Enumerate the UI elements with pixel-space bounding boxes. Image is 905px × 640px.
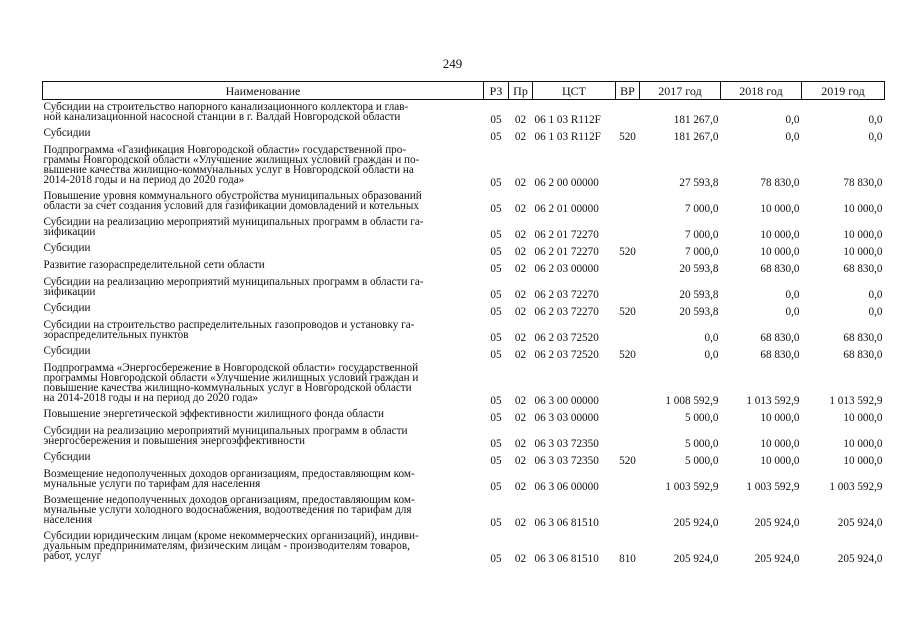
row-name-line: Субсидии	[43, 241, 91, 254]
row-2019: 68 830,0	[843, 348, 883, 361]
row-name-line: Возмещение недополученных доходов организациям, предоставляющим ком-	[43, 467, 415, 480]
row-name-line: Подпрограмма «Энергосбережение в Новгородской области» государственной	[43, 361, 419, 374]
row-rz: 05	[490, 411, 502, 424]
row-pr: 02	[514, 480, 527, 493]
row-rz: 05	[490, 437, 502, 450]
row-name-line: Субсидии на реализацию мероприятий муниципальных программ в области	[43, 424, 408, 437]
row-vr	[616, 189, 640, 215]
row-rz: 05	[490, 228, 502, 241]
row-cst: 06 2 01 00000	[534, 202, 599, 215]
row-name	[43, 126, 484, 143]
row-2018: 68 830,0	[760, 331, 800, 344]
row-rz: 05	[490, 348, 502, 361]
table-body	[43, 100, 885, 565]
row-rz: 05	[490, 288, 502, 301]
row-name	[43, 189, 484, 215]
row-name-line: Субсидии на строительство распределительных газопроводов и установку га-	[43, 318, 415, 331]
row-2018: 10 000,0	[760, 454, 800, 467]
row-name	[43, 301, 484, 318]
row-pr: 02	[514, 288, 527, 301]
row-rz: 05	[490, 394, 502, 407]
row-name	[43, 275, 484, 301]
row-name-line: населения	[43, 513, 93, 526]
table-row	[43, 493, 885, 529]
row-2018: 10 000,0	[760, 437, 800, 450]
row-2017: 1 003 592,9	[665, 480, 719, 493]
row-pr: 02	[514, 262, 527, 275]
row-2019: 0,0	[868, 113, 883, 126]
row-2017: 205 924,0	[673, 516, 719, 529]
row-name	[43, 529, 484, 565]
row-2019: 10 000,0	[843, 245, 883, 258]
row-2017: 5 000,0	[684, 437, 719, 450]
row-name	[43, 258, 484, 275]
row-2017: 181 267,0	[673, 130, 719, 143]
row-name-line: Развитие газораспределительной сети области	[43, 258, 265, 271]
row-cst: 06 3 06 81510	[534, 516, 599, 529]
table-row	[43, 100, 885, 126]
row-name	[43, 361, 484, 407]
row-cst: 06 3 03 72350	[534, 437, 599, 450]
row-cst: 06 2 03 72520	[534, 348, 599, 361]
row-2017: 5 000,0	[684, 411, 719, 424]
table-row	[43, 318, 885, 344]
row-2018: 0,0	[785, 113, 800, 126]
row-cst: 06 3 06 00000	[534, 480, 599, 493]
row-cst: 06 1 03 R112F	[534, 130, 601, 143]
row-name	[43, 344, 484, 361]
row-name-line: Субсидии на реализацию мероприятий муниципальных программ в области га-	[43, 215, 424, 228]
table-row	[43, 215, 885, 241]
row-2018: 10 000,0	[760, 245, 800, 258]
header-2017: 2017 год	[640, 82, 721, 100]
row-2019: 10 000,0	[843, 454, 883, 467]
row-cst: 06 2 03 72270	[534, 305, 599, 318]
row-pr: 02	[514, 113, 527, 126]
row-name-line: работ, услуг	[43, 549, 102, 562]
row-vr	[616, 100, 640, 126]
row-rz: 05	[490, 552, 502, 565]
row-cst: 06 3 03 72350	[534, 454, 599, 467]
row-vr: 520	[619, 245, 636, 258]
row-cst: 06 3 00 00000	[534, 394, 599, 407]
row-name	[43, 493, 484, 529]
row-name-line: повышение качества жилищно-коммунальных услуг в Новгородской области	[43, 381, 412, 394]
row-2017: 181 267,0	[673, 113, 719, 126]
row-cst: 06 2 00 00000	[534, 176, 599, 189]
row-rz: 05	[490, 516, 502, 529]
row-vr	[616, 143, 640, 189]
row-name	[43, 424, 484, 450]
row-name-line: Субсидии на реализацию мероприятий муниципальных программ в области га-	[43, 275, 424, 288]
row-name-line: мунальные услуги холодного водоснабжения, водоотведения по тарифам для	[43, 503, 412, 516]
row-name-line: граммы Новгородской области «Улучшение жилищных условий граждан и по-	[43, 153, 420, 166]
row-vr: 520	[619, 348, 636, 361]
table-row	[43, 189, 885, 215]
row-2019: 0,0	[868, 305, 883, 318]
row-rz: 05	[490, 113, 502, 126]
row-pr: 02	[514, 130, 527, 143]
budget-table	[42, 81, 885, 565]
row-name-line: на 2014-2018 годы и на период до 2020 года»	[43, 391, 259, 404]
row-vr: 520	[619, 130, 636, 143]
row-vr	[616, 215, 640, 241]
table-row	[43, 301, 885, 318]
row-name-line: 2014-2018 годы и на период до 2020 года»	[43, 173, 245, 186]
row-cst: 06 3 03 00000	[534, 411, 599, 424]
row-rz: 05	[490, 480, 502, 493]
row-name-line: Субсидии	[43, 450, 91, 463]
table-row	[43, 467, 885, 493]
row-2017: 1 008 592,9	[665, 394, 719, 407]
row-vr	[616, 318, 640, 344]
row-rz: 05	[490, 202, 502, 215]
row-name	[43, 450, 484, 467]
row-name-line: ной канализационной насосной станции в г. Валдай Новгородской области	[43, 111, 401, 123]
header-cst: ЦСТ	[533, 82, 616, 100]
row-cst: 06 1 03 R112F	[534, 113, 601, 126]
row-cst: 06 3 06 81510	[534, 552, 599, 565]
header-2019: 2019 год	[802, 82, 885, 100]
row-rz: 05	[490, 454, 502, 467]
row-rz: 05	[490, 262, 502, 275]
row-2018: 10 000,0	[760, 202, 800, 215]
table-row	[43, 241, 885, 258]
row-vr: 520	[619, 305, 636, 318]
row-vr	[616, 361, 640, 407]
row-rz: 05	[490, 130, 502, 143]
row-vr	[616, 424, 640, 450]
row-name-line: энергосбережения и повышения энергоэффективности	[43, 434, 305, 447]
row-2017: 0,0	[704, 348, 719, 361]
row-vr	[616, 467, 640, 493]
row-2019: 205 924,0	[837, 516, 883, 529]
row-name	[43, 241, 484, 258]
row-pr: 02	[514, 552, 527, 565]
row-pr: 02	[514, 245, 527, 258]
table-row	[43, 450, 885, 467]
row-name-line: мунальные услуги по тарифам для населения	[43, 477, 261, 490]
row-2019: 205 924,0	[837, 552, 883, 565]
row-2018: 205 924,0	[754, 516, 800, 529]
row-pr: 02	[514, 437, 527, 450]
header-2018: 2018 год	[721, 82, 802, 100]
row-rz: 05	[490, 245, 502, 258]
row-2019: 78 830,0	[843, 176, 883, 189]
row-pr: 02	[514, 348, 527, 361]
row-pr: 02	[514, 331, 527, 344]
row-pr: 02	[514, 411, 527, 424]
row-cst: 06 2 03 72520	[534, 331, 599, 344]
row-2018: 0,0	[785, 288, 800, 301]
row-rz: 05	[490, 305, 502, 318]
row-pr: 02	[514, 516, 527, 529]
row-name-line: Субсидии	[43, 344, 91, 357]
row-2018: 1 013 592,9	[746, 394, 800, 407]
row-2018: 1 003 592,9	[746, 480, 800, 493]
row-cst: 06 2 03 00000	[534, 262, 599, 275]
row-2017: 5 000,0	[684, 454, 719, 467]
row-2019: 68 830,0	[843, 331, 883, 344]
row-name-line: Субсидии юридическим лицам (кроме некоммерческих организаций), индиви-	[43, 529, 419, 542]
header-rz: РЗ	[484, 82, 509, 100]
header-pr: Пр	[509, 82, 533, 100]
row-2017: 205 924,0	[673, 552, 719, 565]
row-2017: 20 593,8	[679, 288, 719, 301]
row-2019: 1 003 592,9	[829, 480, 883, 493]
row-2017: 7 000,0	[684, 228, 719, 241]
row-pr: 02	[514, 394, 527, 407]
row-name-line: Повышение энергетической эффективности жилищного фонда области	[43, 407, 384, 420]
row-2019: 10 000,0	[843, 228, 883, 241]
table-header-row	[43, 82, 885, 100]
row-2019: 0,0	[868, 288, 883, 301]
row-name	[43, 100, 484, 126]
table-row	[43, 126, 885, 143]
row-name	[43, 215, 484, 241]
row-2018: 68 830,0	[760, 348, 800, 361]
row-cst: 06 2 01 72270	[534, 228, 599, 241]
header-name: Наименование	[43, 82, 484, 100]
table-row	[43, 275, 885, 301]
row-name-line: вышение качества жилищно-коммунальных услуг в Новгородской области на	[43, 163, 414, 176]
row-name-line: Подпрограмма «Газификация Новгородской области» государственной про-	[43, 143, 407, 156]
row-2017: 27 593,8	[679, 176, 719, 189]
row-vr	[616, 407, 640, 424]
row-2018: 205 924,0	[754, 552, 800, 565]
row-name-line: Повышение уровня коммунального обустройства муниципальных образований	[43, 189, 422, 202]
row-name-line: программы Новгородской области «Улучшение жилищных условий граждан и	[43, 371, 419, 384]
row-pr: 02	[514, 228, 527, 241]
row-name-line: области за счет создания условий для газификации домовладений и котельных	[43, 199, 420, 212]
header-vr: ВР	[616, 82, 640, 100]
row-vr	[616, 258, 640, 275]
row-2019: 68 830,0	[843, 262, 883, 275]
row-2017: 20 593,8	[679, 305, 719, 318]
row-vr	[616, 275, 640, 301]
row-2018: 78 830,0	[760, 176, 800, 189]
row-rz: 05	[490, 176, 502, 189]
table-row	[43, 407, 885, 424]
row-vr: 520	[619, 454, 636, 467]
row-2017: 7 000,0	[684, 202, 719, 215]
row-pr: 02	[514, 454, 527, 467]
row-name	[43, 318, 484, 344]
row-name-line: зификации	[43, 285, 96, 298]
row-2017: 7 000,0	[684, 245, 719, 258]
row-name-line: зификации	[43, 225, 96, 238]
row-vr: 810	[619, 552, 636, 565]
row-2019: 10 000,0	[843, 202, 883, 215]
table-row	[43, 424, 885, 450]
table-row	[43, 361, 885, 407]
page-number: 249	[442, 56, 463, 71]
row-name	[43, 143, 484, 189]
row-2018: 10 000,0	[760, 411, 800, 424]
row-cst: 06 2 03 72270	[534, 288, 599, 301]
table-row	[43, 258, 885, 275]
row-2018: 0,0	[785, 130, 800, 143]
row-name-line: Субсидии	[43, 301, 91, 314]
row-name	[43, 467, 484, 493]
row-2019: 10 000,0	[843, 411, 883, 424]
row-name-line: дуальным предпринимателям, физическим лицам - производителям товаров,	[43, 539, 410, 552]
table-row	[43, 529, 885, 565]
row-name-line: зораспределительных пунктов	[43, 328, 189, 341]
row-rz: 05	[490, 331, 502, 344]
row-pr: 02	[514, 305, 527, 318]
row-pr: 02	[514, 176, 527, 189]
row-2018: 68 830,0	[760, 262, 800, 275]
row-2019: 0,0	[868, 130, 883, 143]
row-2017: 20 593,8	[679, 262, 719, 275]
row-cst: 06 2 01 72270	[534, 245, 599, 258]
row-pr: 02	[514, 202, 527, 215]
row-2019: 10 000,0	[843, 437, 883, 450]
row-2018: 0,0	[785, 305, 800, 318]
table-row	[43, 344, 885, 361]
row-name	[43, 407, 484, 424]
row-2019: 1 013 592,9	[829, 394, 883, 407]
row-2017: 0,0	[704, 331, 719, 344]
row-name-line: Субсидии на строительство напорного канализационного коллектора и глав-	[43, 101, 409, 113]
row-vr	[616, 493, 640, 529]
row-name-line: Субсидии	[43, 126, 91, 139]
table-row	[43, 143, 885, 189]
row-2018: 10 000,0	[760, 228, 800, 241]
row-name-line: Возмещение недополученных доходов организациям, предоставляющим ком-	[43, 493, 415, 506]
